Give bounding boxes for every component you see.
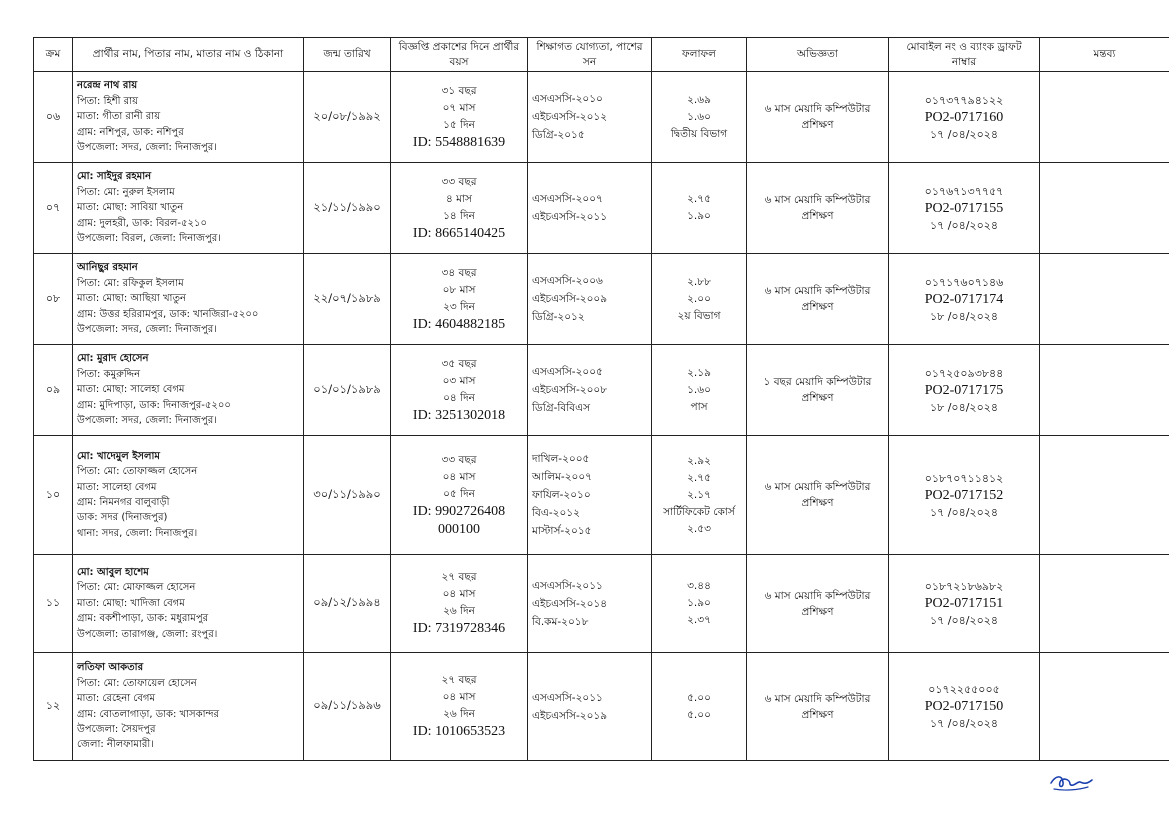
date-of-birth-cell: ২০/০৮/১৯৯২	[304, 72, 391, 163]
info-line: উপজেলা: সৈয়দপুর	[77, 723, 156, 735]
education-cell	[528, 555, 652, 653]
remarks-cell	[1040, 163, 1169, 254]
age-cell	[391, 345, 528, 436]
age-line: ৩১ বছর	[441, 84, 477, 97]
info-line: মাতা: সালেহা বেগম	[77, 481, 157, 493]
bank-draft-number: PO2-0717151	[924, 596, 1004, 611]
age-line: ২৬ দিন	[443, 708, 475, 720]
age-cell	[391, 72, 528, 163]
bank-draft-date: ১৭ /০৪/২০২৪	[929, 505, 999, 519]
info-line: নরেন্দ্র নাথ রায়	[77, 80, 138, 92]
education-line: এসএসসি-২০১১	[532, 579, 603, 592]
info-line: মাতা: মোছা: সাবিয়া খাতুন	[77, 202, 184, 214]
mobile-number: ০১৭২২৫৫০০৫	[928, 683, 1000, 696]
date-of-birth-cell: ০১/০১/১৯৮৯	[304, 345, 391, 436]
national-id: ID: 4604882185	[412, 316, 506, 332]
result-line: ২য় বিভাগ	[677, 309, 721, 322]
serial-cell: ১২	[34, 653, 73, 761]
remarks-cell	[1040, 254, 1169, 345]
header-education: শিক্ষাগত যোগ্যতা, পাশের সন	[528, 38, 652, 72]
info-line: গ্রাম: নিমনগর বালুবাড়ী	[77, 497, 170, 508]
remarks-cell	[1040, 436, 1169, 555]
info-line: মাতা: মোছা: খাদিজা বেগম	[77, 597, 185, 609]
result-cell	[652, 163, 747, 254]
info-line: মো: আবুল হাশেম	[77, 566, 149, 578]
education-line: এইচএসসি-২০১১	[532, 211, 608, 223]
header-result: ফলাফল	[652, 38, 747, 72]
info-line: মো: খাদেমুল ইসলাম	[77, 450, 160, 462]
mobile-draft-cell	[889, 555, 1040, 653]
header-experience: অভিজ্ঞতা	[747, 38, 889, 72]
bank-draft-date: ১৮ /০৪/২০২৪	[929, 400, 999, 414]
education-line: এইচএসসি-২০০৮	[532, 384, 608, 396]
result-cell	[652, 436, 747, 555]
education-line: ডিগ্রি-২০১২	[532, 311, 585, 323]
info-line: গ্রাম: নশিপুর, ডাক: নশিপুর	[77, 126, 184, 138]
info-line: উপজেলা: তারাগঞ্জ, জেলা: রংপুর।	[77, 628, 218, 640]
serial-cell: ০৭	[34, 163, 73, 254]
national-id: ID: 1010653523	[412, 724, 506, 739]
info-line: পিতা: মো: নুরুল ইসলাম	[77, 186, 175, 198]
education-line: বিএ-২০১২	[532, 507, 580, 519]
education-line: এইচএসসি-২০১৪	[532, 597, 608, 610]
serial-cell: ০৯	[34, 345, 73, 436]
result-cell	[652, 555, 747, 653]
education-cell	[528, 163, 652, 254]
info-line: পিতা: হিশী রায়	[77, 95, 138, 107]
bank-draft-number: PO2-0717175	[924, 382, 1004, 398]
mobile-number: ০১৮৭২১৮৬৯৮২	[924, 580, 1004, 593]
table-row	[34, 345, 1169, 436]
national-id: ID: 3251302018	[412, 407, 506, 423]
mobile-draft-cell	[889, 436, 1040, 555]
experience-cell: ৬ মাস মেয়াদি কম্পিউটার প্রশিক্ষণ	[747, 72, 889, 163]
result-line: পাস	[690, 400, 708, 413]
result-line: দ্বিতীয় বিভাগ	[670, 127, 728, 140]
info-line: উপজেলা: সদর, জেলা: দিনাজপুর।	[77, 142, 217, 154]
bank-draft-number: PO2-0717160	[924, 109, 1004, 125]
candidate-info-cell	[73, 345, 304, 436]
result-cell	[652, 345, 747, 436]
education-cell	[528, 436, 652, 555]
result-line: ২.৩৭	[687, 614, 711, 626]
result-cell	[652, 72, 747, 163]
date-of-birth-cell: ২১/১১/১৯৯০	[304, 163, 391, 254]
experience-cell: ৬ মাস মেয়াদি কম্পিউটার প্রশিক্ষণ	[747, 653, 889, 761]
result-line: ১.৯০	[687, 210, 711, 222]
bank-draft-number: PO2-0717150	[924, 699, 1004, 714]
mobile-draft-cell	[889, 653, 1040, 761]
info-line: জেলা: নীলফামারী।	[77, 739, 154, 751]
header-row	[34, 38, 1169, 72]
mobile-draft-cell	[889, 345, 1040, 436]
education-line: এসএসসি-২০১১	[532, 691, 603, 704]
result-line: ২.৭৫	[687, 471, 711, 484]
table-row	[34, 72, 1169, 163]
age-cell	[391, 653, 528, 761]
info-line: পিতা: কমুরুদ্দিন	[77, 368, 141, 380]
remarks-cell	[1040, 653, 1169, 761]
result-line: ৫.০০	[687, 708, 711, 721]
header-serial: ক্রম	[34, 38, 73, 72]
remarks-cell	[1040, 345, 1169, 436]
bank-draft-date: ১৭ /০৪/২০২৪	[929, 614, 999, 627]
education-line: দাখিল-২০০৫	[532, 453, 590, 465]
result-line: ১.৬০	[687, 110, 711, 123]
education-cell	[528, 254, 652, 345]
age-line: ৩৪ বছর	[441, 266, 477, 279]
info-line: গ্রাম: মুদিপাড়া, ডাক: দিনাজপুর-৫২০০	[77, 399, 231, 411]
education-line: এইচএসসি-২০১৯	[532, 709, 608, 722]
national-id: ID: 5548881639	[412, 134, 506, 150]
mobile-number: ০১৮৭০৭১১৪১২	[924, 471, 1004, 485]
age-line: ৩৩ বছর	[441, 453, 477, 466]
age-line: ২৬ দিন	[443, 605, 475, 617]
info-line: মো: সাইদুর রহমান	[77, 171, 152, 183]
mobile-draft-cell	[889, 72, 1040, 163]
mobile-draft-cell	[889, 254, 1040, 345]
education-line: এইচএসসি-২০১২	[532, 111, 608, 123]
age-cell	[391, 254, 528, 345]
bank-draft-date: ১৮ /০৪/২০২৪	[929, 309, 999, 323]
age-line: ২৭ বছর	[441, 674, 477, 686]
result-line: ২.১৭	[687, 488, 711, 501]
info-line: লতিফা আকতার	[77, 662, 144, 674]
result-line: ৩.৪৪	[687, 580, 711, 592]
education-cell	[528, 72, 652, 163]
info-line: গ্রাম: উত্তর হরিরামপুর, ডাক: খানজিরা-৫২০০	[77, 308, 259, 320]
age-line: ১৪ দিন	[443, 209, 475, 222]
serial-cell: ১১	[34, 555, 73, 653]
age-line: ২৭ বছর	[441, 571, 477, 583]
national-id: ID: 8665140425	[412, 225, 506, 241]
table-row	[34, 555, 1169, 653]
bank-draft-date: ১৭ /০৪/২০২৪	[929, 127, 999, 141]
header-remarks: মন্তব্য	[1040, 38, 1169, 72]
age-line: ৪ মাস	[446, 192, 472, 205]
result-line: ২.০০	[687, 292, 711, 305]
table-row	[34, 436, 1169, 555]
age-cell	[391, 436, 528, 555]
info-line: গ্রাম: বোতলাগাড়া, ডাক: খাসকান্দর	[77, 708, 220, 720]
age-line: ০৪ মাস	[442, 588, 476, 600]
education-line: ডিগ্রি-২০১৫	[532, 129, 585, 141]
experience-cell: ৬ মাস মেয়াদি কম্পিউটার প্রশিক্ষণ	[747, 555, 889, 653]
candidate-info-cell	[73, 555, 304, 653]
result-line: ২.৮৮	[687, 275, 711, 288]
candidate-info-cell	[73, 254, 304, 345]
education-cell	[528, 653, 652, 761]
education-line: মাস্টার্স-২০১৫	[532, 525, 592, 537]
header-mobile-draft: মোবাইল নং ও ব্যাংক ড্রাফট নাম্বার	[889, 38, 1040, 72]
mobile-number: ০১৭৬৭১৩৭৭৫৭	[924, 184, 1004, 198]
result-line: ২.৫৩	[687, 522, 711, 535]
age-line: ০৪ মাস	[442, 691, 476, 703]
info-line: উপজেলা: বিরল, জেলা: দিনাজপুর।	[77, 233, 221, 245]
candidate-info-cell	[73, 436, 304, 555]
date-of-birth-cell: ৩০/১১/১৯৯০	[304, 436, 391, 555]
bank-draft-number: PO2-0717174	[924, 291, 1004, 307]
header-age: বিজ্ঞপ্তি প্রকাশের দিনে প্রার্থীর বয়স	[391, 38, 528, 72]
info-line: পিতা: মো: রফিকুল ইসলাম	[77, 277, 184, 289]
candidate-info-cell	[73, 653, 304, 761]
result-line: ২.১৯	[687, 366, 711, 379]
education-line: এসএসসি-২০০৬	[532, 275, 603, 287]
education-line: বি.কম-২০১৮	[532, 615, 589, 628]
table-row	[34, 254, 1169, 345]
candidate-info-cell	[73, 163, 304, 254]
age-line: ০৪ মাস	[442, 470, 476, 483]
info-line: গ্রাম: দুলহরী, ডাক: বিরল-৫২১০	[77, 217, 207, 229]
experience-cell: ১ বছর মেয়াদি কম্পিউটার প্রশিক্ষণ	[747, 345, 889, 436]
info-line: মো: মুরাদ হোসেন	[77, 353, 149, 365]
age-line: ২৩ দিন	[443, 300, 475, 313]
result-line: ২.৯২	[687, 454, 711, 467]
experience-cell: ৬ মাস মেয়াদি কম্পিউটার প্রশিক্ষণ	[747, 254, 889, 345]
result-line: ২.৬৯	[687, 93, 711, 106]
age-line: ০৮ মাস	[442, 283, 476, 296]
serial-cell: ০৬	[34, 72, 73, 163]
national-id: ID: 9902726408 000100	[412, 503, 506, 537]
age-line: ০৫ দিন	[443, 487, 475, 500]
education-line: এইচএসসি-২০০৯	[532, 293, 608, 305]
bank-draft-date: ১৭ /০৪/২০২৪	[929, 218, 999, 232]
result-line: ১.৯০	[687, 597, 711, 609]
date-of-birth-cell: ০৯/১২/১৯৯৪	[304, 555, 391, 653]
result-line: সার্টিফিকেট কোর্স	[663, 505, 735, 518]
mobile-draft-cell	[889, 163, 1040, 254]
mobile-number: ০১৭২৫০৯৩৮৪৪	[924, 366, 1004, 380]
info-line: পিতা: মো: তোফাজ্জল হোসেন	[77, 466, 198, 478]
result-line: ২.৭৫	[687, 193, 711, 205]
age-line: ১৫ দিন	[443, 118, 475, 131]
info-line: মাতা: মোছা: সালেহা বেগম	[77, 384, 185, 396]
result-line: ৫.০০	[687, 691, 711, 704]
age-line: ০৭ মাস	[442, 101, 476, 114]
info-line: পিতা: মো: মোফাজ্জল হোসেন	[77, 582, 196, 594]
date-of-birth-cell: ০৯/১১/১৯৯৬	[304, 653, 391, 761]
table-row	[34, 163, 1169, 254]
age-line: ৩৫ বছর	[441, 357, 477, 370]
experience-cell: ৬ মাস মেয়াদি কম্পিউটার প্রশিক্ষণ	[747, 436, 889, 555]
remarks-cell	[1040, 555, 1169, 653]
remarks-cell	[1040, 72, 1169, 163]
result-cell	[652, 653, 747, 761]
mobile-number: ০১৭১৭৬০৭১৪৬	[924, 275, 1004, 289]
mobile-number: ০১৭৩৭৭৯৪১২২	[924, 93, 1004, 107]
national-id: ID: 7319728346	[412, 621, 506, 636]
education-line: ডিগ্রি-বিবিএস	[532, 402, 591, 414]
header-candidate-info: প্রার্থীর নাম, পিতার নাম, মাতার নাম ও ঠিকানা	[73, 38, 304, 72]
info-line: উপজেলা: সদর, জেলা: দিনাজপুর।	[77, 324, 217, 336]
age-cell	[391, 555, 528, 653]
info-line: ডাক: সদর (দিনাজপুর)	[77, 512, 168, 524]
education-line: ফাযিল-২০১০	[532, 489, 591, 501]
education-line: এসএসসি-২০০৫	[532, 366, 603, 378]
result-line: ১.৬০	[687, 383, 711, 396]
education-line: আলিম-২০০৭	[532, 471, 593, 483]
age-line: ০৪ দিন	[443, 391, 475, 404]
info-line: উপজেলা: সদর, জেলা: দিনাজপুর।	[77, 415, 217, 427]
candidate-table	[33, 37, 1169, 761]
info-line: মাতা: গীতা রানী রায়	[77, 111, 161, 123]
info-line: পিতা: মো: তোফায়েল হোসেন	[77, 677, 197, 689]
result-cell	[652, 254, 747, 345]
experience-cell: ৬ মাস মেয়াদি কম্পিউটার প্রশিক্ষণ	[747, 163, 889, 254]
age-line: ৩৩ বছর	[441, 175, 477, 188]
candidate-info-cell	[73, 72, 304, 163]
education-cell	[528, 345, 652, 436]
signature	[1048, 770, 1094, 794]
education-line: এসএসসি-২০০৭	[532, 193, 603, 205]
bank-draft-date: ১৭ /০৪/২০২৪	[929, 717, 999, 730]
table-row	[34, 653, 1169, 761]
age-cell	[391, 163, 528, 254]
info-line: থানা: সদর, জেলা: দিনাজপুর।	[77, 527, 198, 539]
serial-cell: ১০	[34, 436, 73, 555]
info-line: মাতা: মোছা: আছিয়া খাতুন	[77, 293, 186, 305]
bank-draft-number: PO2-0717152	[924, 487, 1004, 503]
info-line: মাতা: রেহেনা বেগম	[77, 693, 156, 705]
serial-cell: ০৮	[34, 254, 73, 345]
education-line: এসএসসি-২০১০	[532, 93, 603, 105]
info-line: আনিছুর রহমান	[77, 262, 138, 274]
header-date-of-birth: জন্ম তারিখ	[304, 38, 391, 72]
age-line: ০৩ মাস	[442, 374, 476, 387]
bank-draft-number: PO2-0717155	[924, 200, 1004, 216]
date-of-birth-cell: ২২/০৭/১৯৮৯	[304, 254, 391, 345]
info-line: গ্রাম: বকশীপাড়া, ডাক: মধুরামপুর	[77, 613, 209, 625]
